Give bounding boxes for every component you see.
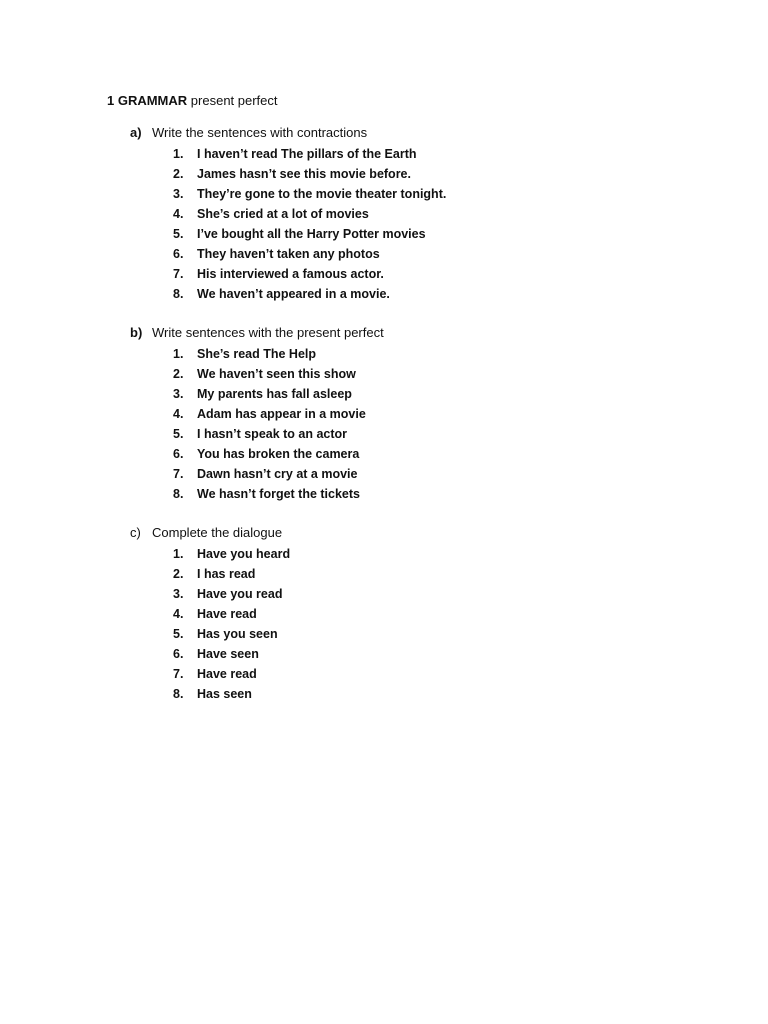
title-bold: 1 GRAMMAR [107, 93, 188, 108]
item-text: James hasn’t see this movie before. [197, 167, 411, 181]
item-number: 3. [173, 387, 184, 401]
answer-list [130, 144, 630, 304]
item-number: 8. [173, 487, 184, 501]
list-item [173, 624, 630, 644]
item-text: I hasn’t speak to an actor [197, 427, 348, 441]
list-item [173, 584, 630, 604]
item-text: Has seen [197, 687, 252, 701]
list-item [173, 444, 630, 464]
item-text: Have seen [197, 647, 259, 661]
list-item [173, 164, 630, 184]
item-number: 7. [173, 267, 184, 281]
list-item [173, 284, 630, 304]
item-number: 2. [173, 167, 184, 181]
item-text: Have you heard [197, 547, 291, 561]
list-item [173, 184, 630, 204]
item-text: We hasn’t forget the tickets [197, 487, 360, 501]
item-text: I haven’t read The pillars of the Earth [197, 147, 417, 161]
list-item [173, 144, 630, 164]
list-item [173, 564, 630, 584]
item-text: Adam has appear in a movie [197, 407, 366, 421]
item-number: 8. [173, 287, 184, 301]
item-number: 3. [173, 587, 184, 601]
title-rest: present perfect [190, 93, 278, 108]
exercise-letter: c) [130, 525, 141, 540]
item-number: 4. [173, 607, 184, 621]
item-text: I has read [197, 567, 256, 581]
list-item [173, 264, 630, 284]
list-item [173, 244, 630, 264]
item-number: 6. [173, 447, 184, 461]
item-text: They’re gone to the movie theater tonight. [197, 187, 447, 201]
list-item [173, 204, 630, 224]
exercise-heading [130, 524, 630, 544]
item-number: 3. [173, 187, 184, 201]
item-text: She’s cried at a lot of movies [197, 207, 369, 221]
item-number: 5. [173, 427, 184, 441]
exercise-letter: a) [130, 125, 142, 140]
item-text: Dawn hasn’t cry at a movie [197, 467, 358, 481]
item-text: She’s read The Help [197, 347, 317, 361]
answer-list [130, 544, 630, 704]
item-number: 1. [173, 347, 184, 361]
item-text: Have read [197, 607, 257, 621]
item-text: I’ve bought all the Harry Potter movies [197, 227, 426, 241]
item-number: 6. [173, 647, 184, 661]
item-text: Has you seen [197, 627, 278, 641]
item-number: 1. [173, 147, 184, 161]
list-item [173, 384, 630, 404]
worksheet-title [107, 92, 278, 110]
list-item [173, 684, 630, 704]
list-item [173, 224, 630, 244]
item-number: 6. [173, 247, 184, 261]
item-number: 2. [173, 567, 184, 581]
item-number: 5. [173, 627, 184, 641]
list-item [173, 424, 630, 444]
item-text: Have you read [197, 587, 283, 601]
exercise-instruction: Complete the dialogue [152, 525, 283, 540]
item-number: 1. [173, 547, 184, 561]
item-text: Have read [197, 667, 257, 681]
list-item [173, 484, 630, 504]
exercise-a [130, 124, 630, 304]
exercise-heading [130, 124, 630, 144]
item-text: You has broken the camera [197, 447, 360, 461]
exercise-b [130, 324, 630, 504]
list-item [173, 344, 630, 364]
answer-list [130, 344, 630, 504]
list-item [173, 644, 630, 664]
item-number: 5. [173, 227, 184, 241]
item-number: 4. [173, 207, 184, 221]
exercise-c [130, 524, 630, 704]
item-number: 7. [173, 467, 184, 481]
list-item [173, 404, 630, 424]
exercise-instruction: Write the sentences with contractions [152, 125, 368, 140]
item-number: 8. [173, 687, 184, 701]
item-text: His interviewed a famous actor. [197, 267, 384, 281]
exercise-letter: b) [130, 325, 143, 340]
list-item [173, 664, 630, 684]
item-number: 2. [173, 367, 184, 381]
item-number: 7. [173, 667, 184, 681]
list-item [173, 604, 630, 624]
exercise-instruction: Write sentences with the present perfect [152, 325, 384, 340]
list-item [173, 544, 630, 564]
item-text: They haven’t taken any photos [197, 247, 380, 261]
item-text: My parents has fall asleep [197, 387, 352, 401]
item-number: 4. [173, 407, 184, 421]
item-text: We haven’t seen this show [197, 367, 356, 381]
list-item [173, 464, 630, 484]
item-text: We haven’t appeared in a movie. [197, 287, 390, 301]
exercise-heading [130, 324, 630, 344]
list-item [173, 364, 630, 384]
